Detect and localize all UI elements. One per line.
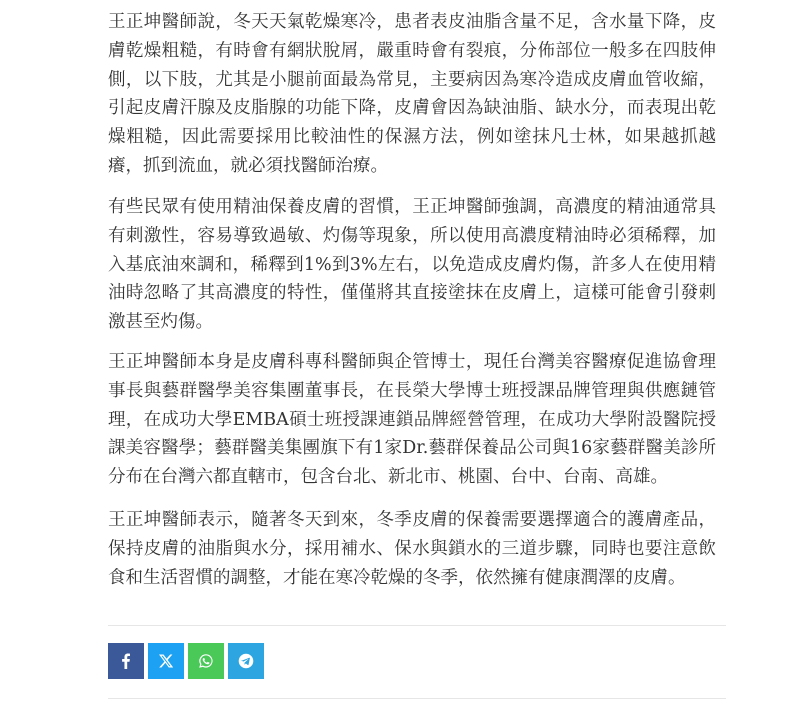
whatsapp-icon — [198, 653, 214, 669]
share-whatsapp-button[interactable] — [188, 643, 224, 679]
x-twitter-icon — [158, 653, 174, 669]
share-facebook-button[interactable] — [108, 643, 144, 679]
article-paragraph: 王正坤醫師表示，隨著冬天到來，冬季皮膚的保養需要選擇適合的護膚產品，保持皮膚的油脂與水分，採用補水、保水與鎖水的三道步驟，同時也要注意飲食和生活習慣的調整，才能在寒冷乾燥的冬季，依然擁有健康潤澤的皮膚。 — [108, 510, 716, 588]
share-divider-top — [108, 625, 726, 626]
facebook-icon — [118, 653, 134, 669]
article-paragraph: 有些民眾有使用精油保養皮膚的習慣，王正坤醫師強調，高濃度的精油通常具有刺激性，容易導致過敏、灼傷等現象，所以使用高濃度精油時必須稀釋，加入基底油來調和，稀釋到1%到3%左右，以免造成皮膚灼傷，許多人在使用精油時忽略了其高濃度的特性，僅僅將其直接塗抹在皮膚上，這樣可能會引發刺激甚至灼傷。 — [108, 197, 716, 333]
article-paragraph: 王正坤醫師本身是皮膚科專科醫師與企管博士，現任台灣美容醫療促進協會理事長與藝群醫學美容集團董事長，在長榮大學博士班授課品牌管理與供應鏈管理，在成功大學EMBA碩士班授課連鎖品牌經營管理，在成功大學附設醫院授課美容醫學；藝群醫美集團旗下有1家Dr.藝群保養品公司與16家藝群醫美診所分布在台灣六都直轄市，包含台北、新北市、桃園、台中、台南、高雄。 — [108, 352, 716, 488]
share-bar — [108, 643, 264, 679]
share-telegram-button[interactable] — [228, 643, 264, 679]
share-x-button[interactable] — [148, 643, 184, 679]
telegram-icon — [238, 653, 254, 669]
share-divider-bottom — [108, 698, 726, 699]
article-paragraph: 王正坤醫師說，冬天天氣乾燥寒冷，患者表皮油脂含量不足，含水量下降，皮膚乾燥粗糙，有時會有網狀脫屑，嚴重時會有裂痕，分佈部位一般多在四肢伸側，以下肢，尤其是小腿前面最為常見，主要病因為寒冷造成皮膚血管收縮，引起皮膚汗腺及皮脂腺的功能下降，皮膚會因為缺油脂、缺水分，而表現出乾燥粗糙，因此需要採用比較油性的保濕方法，例如塗抹凡士林，如果越抓越癢，抓到流血，就必須找醫師治療。 — [108, 12, 716, 176]
